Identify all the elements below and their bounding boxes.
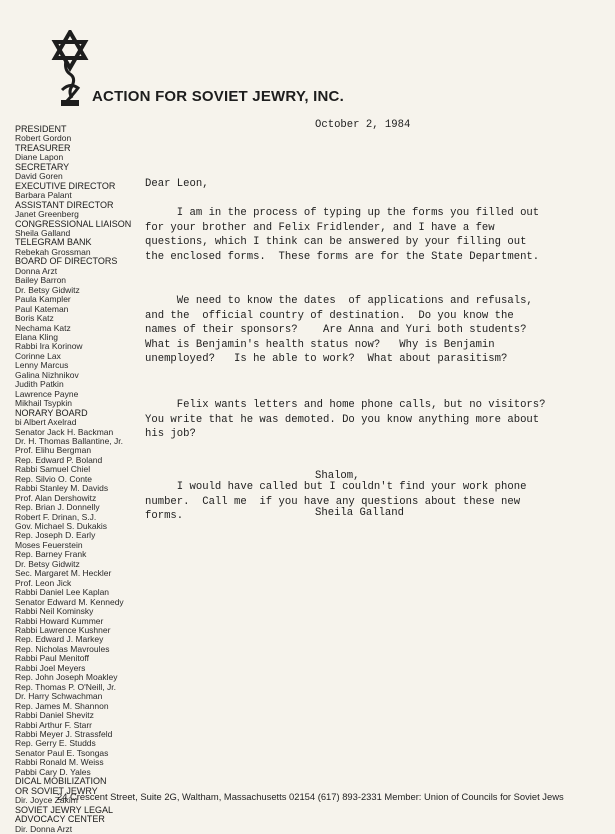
sidebar-member-name: Rabbi Arthur F. Starr: [15, 719, 93, 730]
sidebar-member-name: Rep. Thomas P. O'Neill, Jr.: [15, 681, 116, 692]
sidebar-role-heading: ASSISTANT DIRECTOR: [15, 199, 114, 210]
sidebar-member-name: Prof. Alan Dershowitz: [15, 492, 97, 503]
sidebar-role-heading: CONGRESSIONAL LIAISON: [15, 218, 132, 229]
paragraph-3: Felix wants letters and home phone calls, but no visitors? You write that he was demoted. Do you know anything more about his job?: [145, 399, 546, 441]
sidebar-role-heading: OR SOVIET JEWRY: [15, 785, 98, 796]
sidebar-member-name: Robert F. Drinan, S.J.: [15, 511, 97, 522]
sidebar-member-name: Dr. Betsy Gidwitz: [15, 284, 80, 295]
sidebar-member-name: Rabbi Howard Kummer: [15, 615, 104, 626]
sidebar-role-heading: DICAL MOBILIZATION: [15, 776, 107, 787]
salutation: Dear Leon,: [145, 178, 209, 190]
signature: Sheila Galland: [315, 507, 405, 519]
sidebar-member-name: Donna Arzt: [15, 265, 58, 276]
sidebar-member-name: Mikhail Tsypkin: [15, 398, 73, 409]
sidebar-member-name: Bailey Barron: [15, 275, 67, 286]
sidebar-role-heading: TELEGRAM BANK: [15, 237, 92, 248]
sidebar-member-name: Prof. Elihu Bergman: [15, 445, 92, 456]
sidebar-member-name: Robert Gordon: [15, 133, 72, 144]
sidebar-member-name: Paula Kampler: [15, 294, 71, 305]
sidebar-member-name: Paul Kateman: [15, 303, 69, 314]
sidebar-member-name: Dr. Betsy Gidwitz: [15, 558, 80, 569]
sidebar-member-name: Rep. Brian J. Donnelly: [15, 502, 100, 513]
sidebar-member-name: Judith Patkin: [15, 379, 64, 390]
paragraph-2: We need to know the dates of applications and refusals, and the official country of destination. Do you know the names of their sponsors? Are Anna and Yuri both students? What is Benjamin's health status now? Why is Benjamin unemployed? Is he able to work? What about parasitism?: [145, 295, 533, 366]
sidebar-member-name: Barbara Palant: [15, 190, 72, 201]
organization-name: ACTION FOR SOVIET JEWRY, INC.: [92, 88, 344, 105]
sidebar-member-name: Prof. Leon Jick: [15, 577, 72, 588]
sidebar-member-name: Dir. Joyce Zakim: [15, 795, 78, 806]
sidebar-member-name: Rabbi Daniel Lee Kaplan: [15, 587, 110, 598]
sidebar-member-name: Rebekah Grossman: [15, 246, 91, 257]
sidebar-member-name: Rep. Nicholas Mavroules: [15, 643, 110, 654]
sidebar-member-name: Dir. Donna Arzt: [15, 823, 73, 834]
sidebar-member-name: Senator Edward M. Kennedy: [15, 596, 124, 607]
sidebar-member-name: Galina Nizhnikov: [15, 369, 79, 380]
sidebar-officers-list: [15, 125, 133, 834]
sidebar-member-name: Gov. Michael S. Dukakis: [15, 521, 107, 532]
sidebar-member-name: Senator Paul E. Tsongas: [15, 747, 109, 758]
sidebar-member-name: Diane Lapon: [15, 152, 64, 163]
sidebar-member-name: Dr. Harry Schwachman: [15, 691, 103, 702]
sidebar-member-name: Rabbi Samuel Chiel: [15, 464, 91, 475]
sidebar-member-name: David Goren: [15, 171, 63, 182]
sidebar-member-name: Rep. Joseph D. Early: [15, 530, 96, 541]
star-of-david-logo: [50, 30, 90, 108]
sidebar-member-name: Boris Katz: [15, 313, 54, 324]
sidebar-member-name: Janet Greenberg: [15, 209, 79, 220]
sidebar-member-name: Rabbi Ronald M. Weiss: [15, 757, 104, 768]
sidebar-role-heading: ADVOCACY CENTER: [15, 814, 105, 825]
sidebar-member-name: Moses Feuerstein: [15, 539, 83, 550]
sidebar-role-heading: SOVIET JEWRY LEGAL: [15, 804, 114, 815]
sidebar-member-name: Rabbi Paul Menitoff: [15, 653, 90, 664]
sidebar-member-name: Senator Jack H. Backman: [15, 426, 114, 437]
closing: Shalom,: [315, 470, 360, 482]
sidebar-member-name: Rep. James M. Shannon: [15, 700, 109, 711]
sidebar-role-heading: EXECUTIVE DIRECTOR: [15, 180, 116, 191]
sidebar-member-name: Rep. Silvio O. Conte: [15, 473, 93, 484]
sidebar-member-name: Sheila Galland: [15, 227, 71, 238]
sidebar-role-heading: TREASURER: [15, 142, 71, 153]
sidebar-member-name: Rabbi Daniel Shevitz: [15, 710, 94, 721]
sidebar-member-name: Lawrence Payne: [15, 388, 79, 399]
paragraph-4: I would have called but I couldn't find your work phone number. Call me if you have any questions about these new forms.: [145, 481, 527, 523]
sidebar-member-name: Rep. Edward P. Boland: [15, 454, 103, 465]
sidebar-member-name: Nechama Katz: [15, 322, 71, 333]
paragraph-1: I am in the process of typing up the forms you filled out for your brother and Felix Fridlender, and I have a few questions, which I think can be answered by your filling out the enclosed forms. These forms are for the State Department.: [145, 207, 540, 263]
sidebar-member-name: Rep. Edward J. Markey: [15, 634, 104, 645]
sidebar-role-heading: PRESIDENT: [15, 124, 67, 134]
sidebar-role-heading: BOARD OF DIRECTORS: [15, 256, 118, 267]
sidebar-member-name: Rep. Gerry E. Studds: [15, 738, 96, 749]
sidebar-member-name: Elana Kling: [15, 331, 59, 342]
sidebar-member-name: Sec. Margaret M. Heckler: [15, 568, 112, 579]
letter-date: October 2, 1984: [315, 119, 411, 131]
sidebar-member-name: Rep. Barney Frank: [15, 549, 87, 560]
sidebar-role-heading: SECRETARY: [15, 161, 70, 172]
sidebar-member-name: Corinne Lax: [15, 350, 61, 361]
sidebar-member-name: Lenny Marcus: [15, 360, 69, 371]
sidebar-member-name: Rep. John Joseph Moakley: [15, 672, 118, 683]
sidebar-member-name: Pabbi Cary D. Yales: [15, 766, 91, 777]
sidebar-member-name: Rabbi Neil Kominsky: [15, 606, 94, 617]
sidebar-member-name: Rabbi Lawrence Kushner: [15, 625, 111, 636]
sidebar-member-name: Rabbi Meyer J. Strassfeld: [15, 729, 113, 739]
sidebar-member-name: Rabbi Stanley M. Davids: [15, 483, 109, 494]
sidebar-member-name: Rabbi Joel Meyers: [15, 662, 86, 673]
footer-address: 24 Crescent Street, Suite 2G, Waltham, Massachusetts 02154 (617) 893-2331 Member: Union of Councils for Soviet Jews: [57, 791, 564, 802]
sidebar-member-name: bi Albert Axelrad: [15, 417, 77, 428]
sidebar-role-heading: NORARY BOARD: [15, 407, 88, 418]
sidebar-member-name: Rabbi Ira Korinow: [15, 341, 83, 352]
sidebar-member-name: Dr. H. Thomas Ballantine, Jr.: [15, 435, 124, 446]
